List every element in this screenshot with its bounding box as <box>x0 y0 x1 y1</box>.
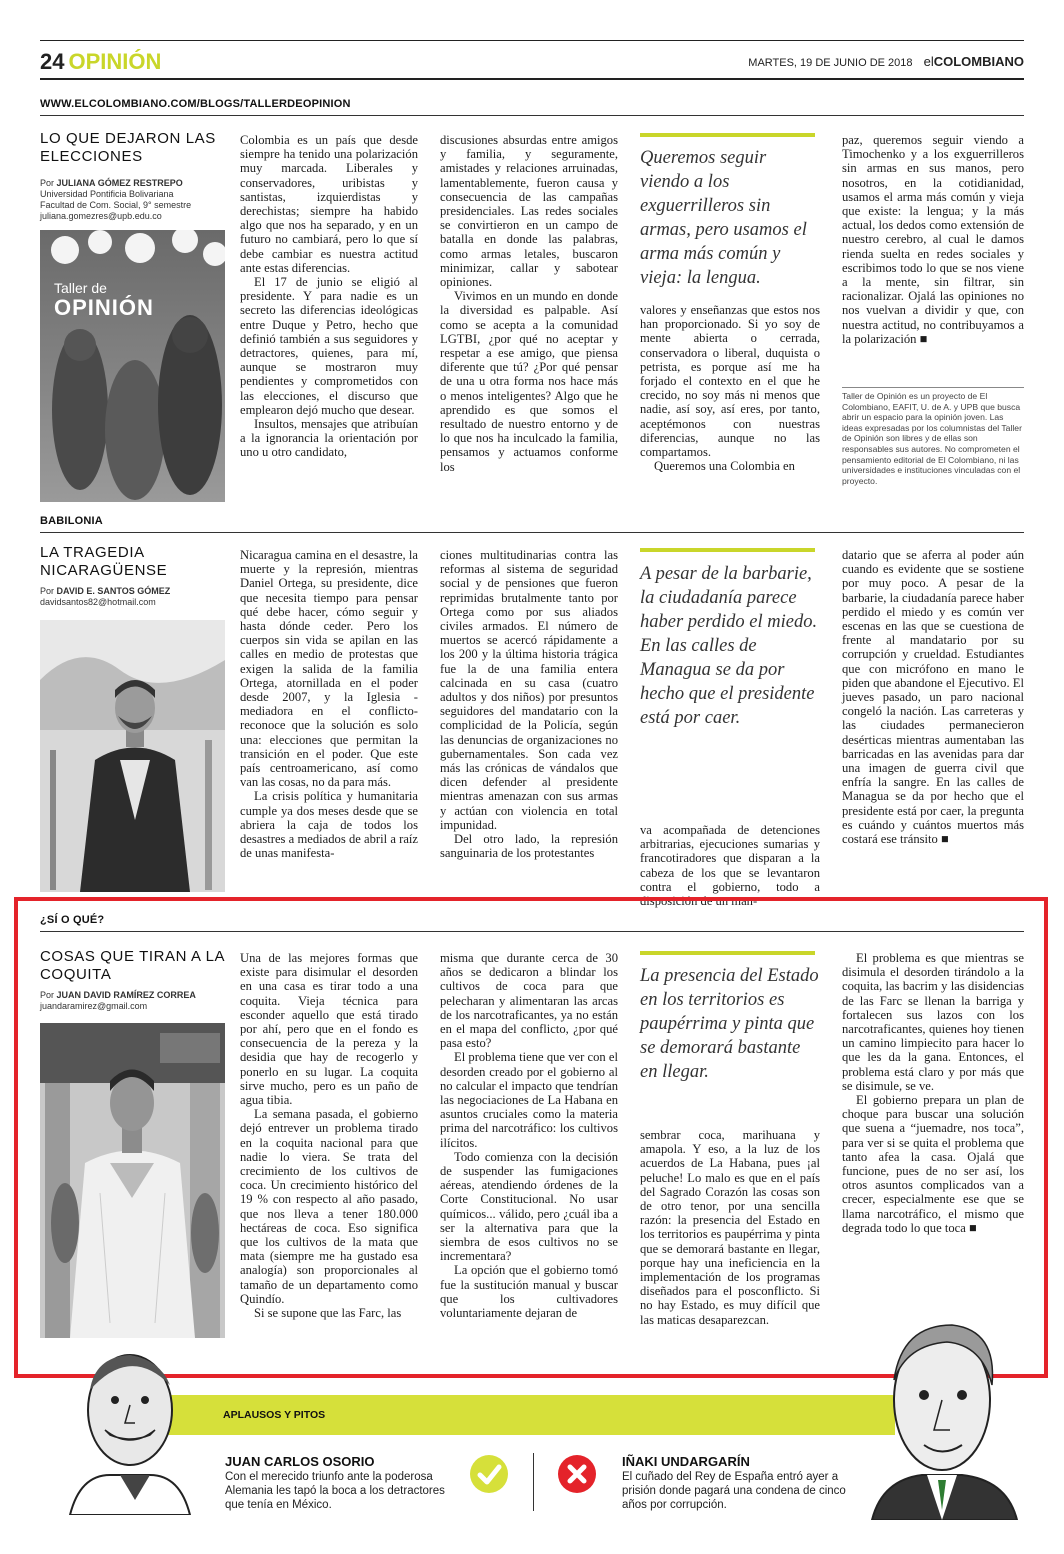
article-body-col-3: sembrar coca, marihuana y amapola. Y eso, a la luz de los acuerdos de La Habana, pues ¡al peluche! Lo malo es que en el país del Sagrado Corazón las cosas son de otro tenor, por una sencilla razón: la presencia del Estado en los territorios es paupérrima y pinta que se demorará bastante en llegar, porque hay una ineficiencia en la implementación de los programas diseñados para el posconflicto. Si no hay Estado, es muy difícil que las maticas desaparezcan. <box>640 1128 820 1327</box>
aplausos-banner <box>150 1395 895 1435</box>
logo-text-top: Taller de <box>54 280 107 296</box>
caricature-undargarin <box>862 1310 1022 1520</box>
applause-name: JUAN CARLOS OSORIO <box>225 1454 375 1469</box>
check-icon <box>470 1455 508 1493</box>
article-byline: Por JULIANA GÓMEZ RESTREPO Universidad Pontificia Bolivariana Facultad de Com. Social, 9° semestre juliana.gomezres@upb.edu.co <box>40 178 240 222</box>
section-rule <box>40 532 1024 533</box>
article-kicker: BABILONIA <box>40 515 103 527</box>
aplausos-title: APLAUSOS Y PITOS <box>223 1409 326 1421</box>
author-photo <box>40 620 225 892</box>
quote-accent-bar <box>640 548 815 552</box>
author-email[interactable]: juandaramirez@gmail.com <box>40 1001 148 1011</box>
applause-text: Con el merecido triunfo ante la poderosa Alemania les tapó la boca a los detractores que tenía en México. <box>225 1471 445 1511</box>
article-body-col-3: valores y enseñanzas que estos nos han proporcionado. Si yo soy de mente abierta o cerrada, conservadora o liberal, duquista o petrista, es porque así me ha forjado el contexto en el que he crecido, no soy más ni menos que nadie, así soy, así eres, por tanto, aceptémonos con nuestras diferencias, aunque no las compartamos. Queremos una Colombia en <box>640 303 820 474</box>
page-header-section <box>40 49 161 75</box>
quote-accent-bar <box>640 133 815 137</box>
article-title: LO QUE DEJARON LAS ELECCIONES <box>40 130 216 165</box>
article-kicker: ¿SÍ O QUÉ? <box>40 914 105 926</box>
author-affiliation-2: Facultad de Com. Social, 9° semestre <box>40 200 192 210</box>
quote-accent-bar <box>640 951 815 955</box>
pull-quote: A pesar de la barbarie, la ciudadanía parece haber perdido el miedo. En las calles de Managua se da por hecho que el presidente está por caer. <box>640 564 818 728</box>
logo-text-main: OPINIÓN <box>54 295 154 320</box>
article-body-col-2: discusiones absurdas entre amigos y familia, y seguramente, amistades y relaciones arruinadas, lamentablemente, fueron causa y consecuencia de las campañas presidenciales. Las redes sociales se convirtieron en un campo de batalla en donde las palabras, como armas letales, buscaron minimizar, callar y sabotear opiniones. Vivimos en un mundo en donde la diversidad es palpable. Así como se acepta a la comunidad LGTBI, ¿por qué no aceptar y respetar a ese amigo, que piensa diferente que tú? ¿Por qué pensar de una u otra forma nos hace más o menos inteligentes? Algo que he aprendido es que somos el resultado de nuestro entorno y de lo que nos ha inculcado la familia, pensamos y actuamos conforme los <box>440 133 618 474</box>
author-name: JUAN DAVID RAMÍREZ CORREA <box>56 990 196 1000</box>
brand-logo: elCOLOMBIANO <box>923 54 1024 69</box>
aplausos-divider <box>533 1453 534 1511</box>
article-body-col-1: Colombia es un país que desde siempre ha tenido una polarización muy marcada. Liberales y conservadores, uribistas y santistas, izquierdistas y derechistas; siempre ha habido algo que nos ha separado, y en un futuro no cambiará, pero lo que sí debe cambiar es nuestra actitud ante estas diferencias. El 17 de junio se eligió al presidente. Y para nadie es un secreto las diferencias ideológicas entre Duque y Petro, hecho que definió también a sus seguidores y detractores, quienes, para mí, aunque se mostraron muy pendientes y comprometidos con las elecciones, el discurso que emplearon dejó mucho que desear. Insultos, mensajes que atribuían a la ignorancia la orientación por uno u otro candidato, <box>240 133 418 460</box>
article-body-col-4: El problema es que mientras se disimula el desorden tirándolo a la coquita, las bacrim y las disidencias de las Farc se llenan la barriga y fortalecen sus lazos con los narcotraficantes, quienes hoy tienen un camino limpiecito para hacer lo que les da la gana. Entonces, el problema está claro y por más que se disimule, se ve. El gobierno prepara un plan de choque para buscar una solución que suena a “juemadre, nos toca”, para ver si se quita el problema que tanto afea la casa. Ojalá que funcione, pues de no ser así, los otros asuntos complicados van a crecer, especialmente ese que se llama narcotráfico, el mismo que degrada todo lo que toca ■ <box>842 951 1024 1235</box>
header-bottom-rule <box>40 78 1024 80</box>
article-title: LA TRAGEDIA NICARAGÜENSE <box>40 544 168 579</box>
date-brand <box>748 55 1024 70</box>
article-kicker[interactable]: WWW.ELCOLOMBIANO.COM/BLOGS/TALLERDEOPINION <box>40 98 351 110</box>
pull-quote: La presencia del Estado en los territorios es paupérrima y pinta que se demorará bastante en llegar. <box>640 966 819 1082</box>
article-body-col-1: Nicaragua camina en el desastre, la muerte y la represión, mientras Daniel Ortega, su presidente, dice que necesita tiempo para pensar qué debe hacer, cómo seguir y hasta dónde ceder. Pero los cuerpos sin vida se apilan en las calles en medio de protestas que exigen la salida de la familia Ortega, atornillada en el poder desde 2007, y la Iglesia -mediadora en el conflicto- reconoce que la solución es solo una: elecciones que permitan la transición en el poder. Que este país centroamericano, así como van las cosas, no da para más. La crisis política y humanitaria cumple ya dos meses desde que se abriera la caja de todos los desastres a mediados de abril a raíz de unas manifesta- <box>240 548 418 861</box>
author-affiliation: Universidad Pontificia Bolivariana <box>40 189 174 199</box>
header-top-rule <box>40 40 1024 41</box>
article-body-col-1: Una de las mejores formas que existe para disimular el desorden en una casa es tirar todo a una coquita. Vieja técnica para esconder aquello que está tirado por ahí, pero que en el fondo es consecuencia de la pereza y la desidia que hay de recogerlo y ponerlo en su lugar. La coquita sirve mucho, pero es un paño de agua tibia. La semana pasada, el gobierno dejó entrever un problema tirado en la coquita nacional para que nadie lo viera. Se trata del crecimiento de los cultivos de coca. Un crecimiento histórico del 19 % con respecto al año pasado, que nos lleva a tener 180.000 hectáreas de coca. Eso significa que los cultivos de la mata que mata (siempre me ha gustado esa analogía) son proporcionales al tamaño de un departamento como Quindío. Si se supone que las Farc, las <box>240 951 418 1321</box>
article-byline: Por JUAN DAVID RAMÍREZ CORREA juandaramirez@gmail.com <box>40 990 240 1012</box>
caricature-osorio <box>50 1335 200 1515</box>
editorial-note: Taller de Opinión es un proyecto de El Colombiano, EAFIT, U. de A. y UPB que busca abrir un espacio para la opinión joven. Las ideas expresadas por los columnistas del Taller de Opinión son libres y de ellas son responsables sus autores. No comprometen el pensamiento editorial de El Colombiano, ni las universidades e instituciones vinculadas con el proyecto. <box>842 387 1024 486</box>
author-email[interactable]: davidsantos82@hotmail.com <box>40 597 156 607</box>
section-rule <box>40 115 1024 116</box>
article-body-col-2: misma que durante cerca de 30 años se dedicaron a blindar los cultivos de coca para que pelecharan y alimentaran las arcas de los narcotraficantes, ya no están en el mapa del conflicto, ¿por qué pasa esto? El problema tiene que ver con el desorden creado por el gobierno al no calcular el impacto que tendrían las negociaciones de La Habana en asuntos cruciales como la materia prima del narcotráfico: los cultivos ilícitos. Todo comienza con la decisión de suspender las fumigaciones aéreas, atendiendo órdenes de la Corte Constitucional. No usar químicos... válido, pero ¿cuál iba a ser la alternativa para que la siembra de esos cultivos no se incrementara? La opción que el gobierno tomó fue la sustitución manual y buscar que los cultivadores voluntariamente dejaran de <box>440 951 618 1321</box>
author-email[interactable]: juliana.gomezres@upb.edu.co <box>40 211 162 221</box>
page-number: 24 <box>40 49 65 74</box>
author-photo <box>40 1023 225 1338</box>
article-body-col-2: ciones multitudinarias contra las reformas al sistema de seguridad social y de pensiones que fueron reprimidas brutalmente tanto por Ortega como por sus aliados civiles armados. El número de muertos se acercó rápidamente a los 200 y la última historia trágica fue la de una familia entera calcinada en su casa (cuatro adultos y dos niños) por presuntos seguidores del mandatario con la complicidad de la Policía, según las denuncias de organizaciones no gubernamentales. Son cada vez más las crónicas de vándalos que dicen defender al presidente mientras amenazan con sus armas y actúan con violencia en total impunidad. Del otro lado, la represión sanguinaria de los protestantes <box>440 548 618 861</box>
article-body-col-3: va acompañada de detenciones arbitrarias, ejecuciones sumarias y francotiradores que disparan a la cabeza de los que se levantaron contra el gobierno, todo a disposición de un man- <box>640 823 820 909</box>
pull-quote: Queremos seguir viendo a los exguerrilleros sin armas, pero usamos el arma más común y vieja: la lengua. <box>640 148 807 288</box>
whistle-name: IÑAKI UNDARGARÍN <box>622 1454 750 1469</box>
section-name: OPINIÓN <box>68 49 162 74</box>
article-title: COSAS QUE TIRAN A LA COQUITA <box>40 948 225 983</box>
author-name: DAVID E. SANTOS GÓMEZ <box>56 586 171 596</box>
cross-icon <box>558 1455 596 1493</box>
taller-opinion-photo <box>40 230 225 502</box>
article-body-col-4: datario que se aferra al poder aún cuando es evidente que se sostiene por muy poco. A pesar de la barbarie, la ciudadanía parece haber perdido el miedo y es común ver escenas en las que se cuestiona de frente al mandatario por su corrupción y crueldad. Estudiantes que con micrófono en mano le piden que abandone el Ejecutivo. El jueves pasado, un paro nacional congeló la nación. Las carreteras y las ciudades permanecieron desérticas mientras aumentaban las barricadas en las avenidas para dar una imagen de guerra civil que enfría la sangre. En las calles de Managua se da por hecho que el presidente está por caer, la pregunta es cuándo y cuántos muertos más costará ese tránsito ■ <box>842 548 1024 847</box>
article-byline: Por DAVID E. SANTOS GÓMEZ davidsantos82@hotmail.com <box>40 586 240 608</box>
author-name: JULIANA GÓMEZ RESTREPO <box>56 178 183 188</box>
section-rule <box>40 931 1024 932</box>
issue-date: MARTES, 19 DE JUNIO DE 2018 <box>748 57 913 69</box>
whistle-text: El cuñado del Rey de España entró ayer a prisión donde pagará una condena de cinco años por corrupción. <box>622 1471 846 1511</box>
article-body-col-4: paz, queremos seguir viendo a Timochenko y a los exguerrilleros sin armas en sus manos, pero nosotros, en la cotidianidad, usamos el arma más común y vieja que existe: la lengua; y la más actual, los dedos como extensión de nuestro cerebro, al cual le damos rienda suelta en redes sociales y escribimos todo lo que se nos viene a la mente, sin filtrar, sin racionalizar. Ojalá las opiniones no nos vuelvan a dividir y que, con nuestra actitud, no contribuyamos a la polarización ■ <box>842 133 1024 346</box>
